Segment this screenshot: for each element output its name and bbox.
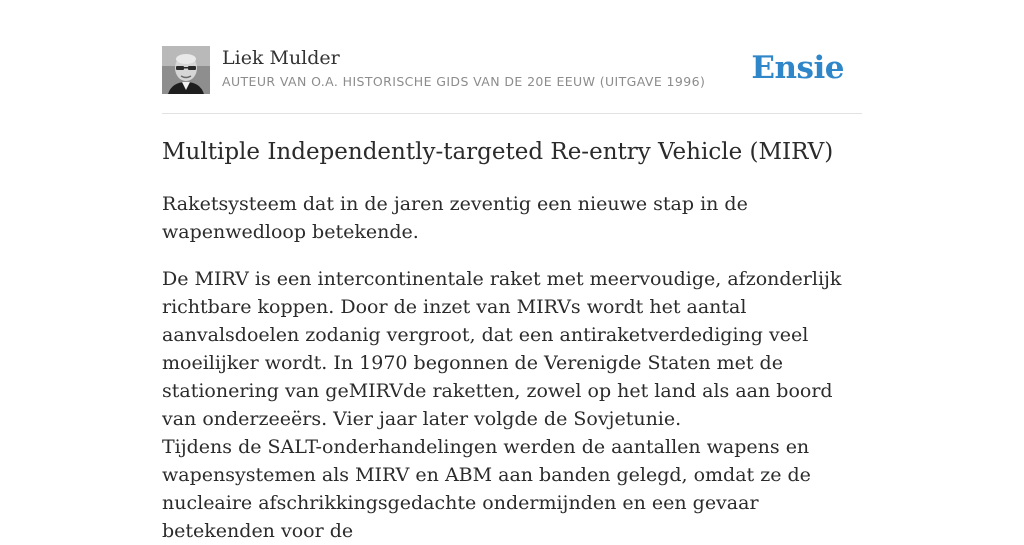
- author-header: [162, 46, 862, 114]
- author-subtitle: AUTEUR VAN O.A. HISTORISCHE GIDS VAN DE 20E EEUW (UITGAVE 1996): [222, 74, 706, 89]
- article-paragraph-1: De MIRV is een intercontinentale raket met meervoudige, afzonderlijk richtbare koppen. Door de inzet van MIRVs wordt het aantal aanvalsdoelen zodanig vergroot, dat een antiraketverdediging veel moeilijker wordt. In 1970 begonnen de Verenigde Staten met de stationering van geMIRVde raketten, zowel op het land als aan boord van onderzeeërs. Vier jaar later volgde de Sovjetunie.: [162, 268, 842, 430]
- author-name[interactable]: Liek Mulder: [222, 47, 340, 69]
- article-card: [162, 46, 862, 542]
- ensie-logo[interactable]: Ensie: [751, 50, 844, 86]
- author-avatar[interactable]: [162, 46, 210, 94]
- article-lead: Raketsysteem dat in de jaren zeventig een nieuwe stap in de wapenwedloop betekende.: [162, 193, 748, 243]
- author-photo-icon: [162, 46, 210, 94]
- article-title: Multiple Independently-targeted Re-entry Vehicle (MIRV): [162, 139, 834, 165]
- article-paragraph-2: Tijdens de SALT-onderhandelingen werden de aantallen wapens en wapensystemen als MIRV en ABM aan banden gelegd, omdat ze de nucleaire afschrikkingsgedachte ondermijnden en een gevaar betekenden voor de: [162, 436, 811, 542]
